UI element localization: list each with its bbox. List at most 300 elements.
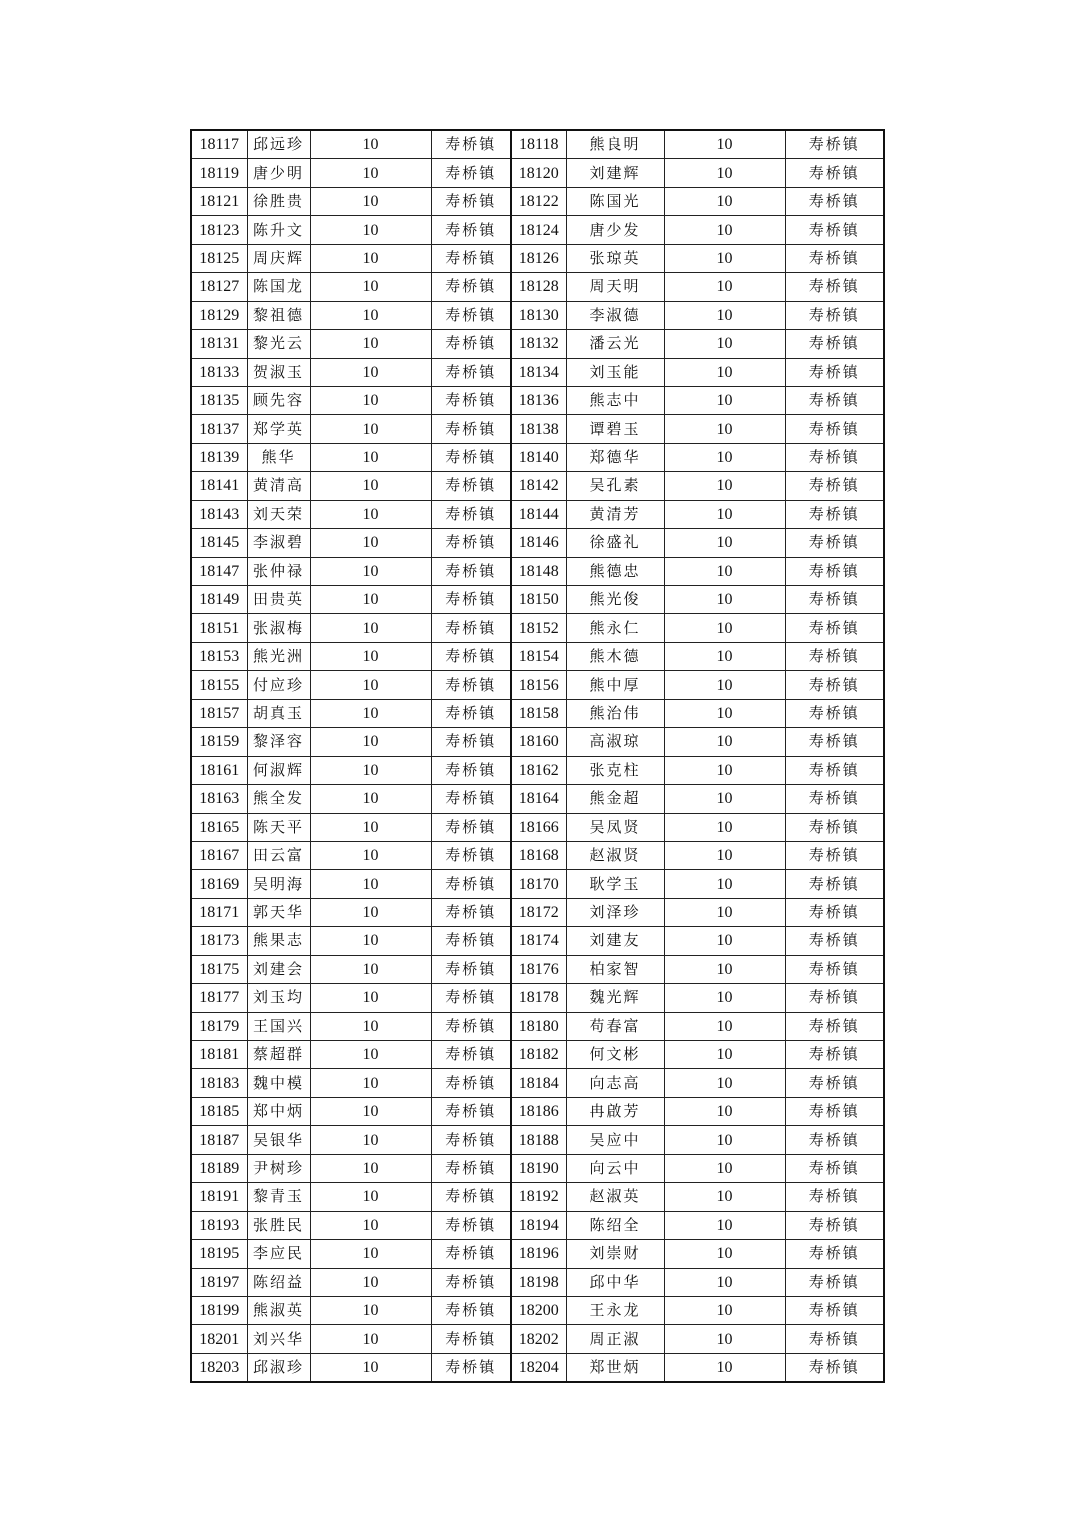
person-name-cell: 张胜民: [247, 1211, 310, 1239]
record-id-cell: 18156: [511, 671, 566, 699]
town-cell: 寿桥镇: [431, 1154, 511, 1182]
record-id-cell: 18153: [191, 642, 247, 670]
amount-cell: 10: [310, 1126, 431, 1154]
record-id-cell: 18186: [511, 1097, 566, 1125]
town-cell: 寿桥镇: [785, 1126, 884, 1154]
town-cell: 寿桥镇: [785, 273, 884, 301]
town-cell: 寿桥镇: [431, 927, 511, 955]
amount-cell: 10: [310, 870, 431, 898]
person-name-cell: 唐少发: [566, 216, 664, 244]
person-name-cell: 尹树珍: [247, 1154, 310, 1182]
table-row: [191, 1041, 884, 1069]
record-id-cell: 18124: [511, 216, 566, 244]
amount-cell: 10: [664, 159, 785, 187]
amount-cell: 10: [310, 1268, 431, 1296]
table-row: [191, 898, 884, 926]
person-name-cell: 刘建辉: [566, 159, 664, 187]
amount-cell: 10: [664, 927, 785, 955]
amount-cell: 10: [664, 813, 785, 841]
person-name-cell: 徐盛礼: [566, 529, 664, 557]
table-row: [191, 756, 884, 784]
amount-cell: 10: [664, 1126, 785, 1154]
amount-cell: 10: [664, 472, 785, 500]
person-name-cell: 高淑琼: [566, 728, 664, 756]
town-cell: 寿桥镇: [785, 813, 884, 841]
town-cell: 寿桥镇: [785, 1211, 884, 1239]
amount-cell: 10: [310, 1353, 431, 1382]
town-cell: 寿桥镇: [785, 557, 884, 585]
person-name-cell: 向志高: [566, 1069, 664, 1097]
town-cell: 寿桥镇: [785, 500, 884, 528]
amount-cell: 10: [664, 1041, 785, 1069]
town-cell: 寿桥镇: [431, 813, 511, 841]
town-cell: 寿桥镇: [431, 159, 511, 187]
person-name-cell: 黎光云: [247, 330, 310, 358]
record-id-cell: 18197: [191, 1268, 247, 1296]
town-cell: 寿桥镇: [431, 273, 511, 301]
amount-cell: 10: [310, 756, 431, 784]
table-row: [191, 1353, 884, 1382]
person-name-cell: 熊金超: [566, 785, 664, 813]
record-id-cell: 18149: [191, 586, 247, 614]
amount-cell: 10: [664, 1353, 785, 1382]
amount-cell: 10: [310, 244, 431, 272]
person-name-cell: 熊全发: [247, 785, 310, 813]
person-name-cell: 吴应中: [566, 1126, 664, 1154]
person-name-cell: 熊光洲: [247, 642, 310, 670]
table-row: [191, 841, 884, 869]
record-id-cell: 18169: [191, 870, 247, 898]
amount-cell: 10: [310, 1325, 431, 1353]
amount-cell: 10: [664, 699, 785, 727]
town-cell: 寿桥镇: [785, 955, 884, 983]
amount-cell: 10: [310, 529, 431, 557]
table-row: [191, 472, 884, 500]
person-name-cell: 刘玉能: [566, 358, 664, 386]
town-cell: 寿桥镇: [431, 586, 511, 614]
table-row: [191, 728, 884, 756]
town-cell: 寿桥镇: [785, 614, 884, 642]
person-name-cell: 熊永仁: [566, 614, 664, 642]
amount-cell: 10: [310, 586, 431, 614]
town-cell: 寿桥镇: [785, 1353, 884, 1382]
town-cell: 寿桥镇: [785, 358, 884, 386]
table-row: [191, 614, 884, 642]
record-id-cell: 18120: [511, 159, 566, 187]
town-cell: 寿桥镇: [431, 841, 511, 869]
person-name-cell: 熊光俊: [566, 586, 664, 614]
table-row: [191, 130, 884, 159]
table-row: [191, 586, 884, 614]
town-cell: 寿桥镇: [785, 1012, 884, 1040]
town-cell: 寿桥镇: [785, 1183, 884, 1211]
table-row: [191, 984, 884, 1012]
town-cell: 寿桥镇: [785, 642, 884, 670]
person-name-cell: 刘天荣: [247, 500, 310, 528]
person-name-cell: 张淑梅: [247, 614, 310, 642]
record-id-cell: 18157: [191, 699, 247, 727]
table-row: [191, 870, 884, 898]
table-row: [191, 1097, 884, 1125]
town-cell: 寿桥镇: [431, 358, 511, 386]
amount-cell: 10: [664, 500, 785, 528]
person-name-cell: 张琼英: [566, 244, 664, 272]
person-name-cell: 潘云光: [566, 330, 664, 358]
town-cell: 寿桥镇: [785, 130, 884, 159]
amount-cell: 10: [664, 557, 785, 585]
person-name-cell: 顾先容: [247, 386, 310, 414]
table-row: [191, 1183, 884, 1211]
record-id-cell: 18152: [511, 614, 566, 642]
record-id-cell: 18134: [511, 358, 566, 386]
record-id-cell: 18171: [191, 898, 247, 926]
table-row: [191, 216, 884, 244]
person-name-cell: 陈天平: [247, 813, 310, 841]
amount-cell: 10: [664, 529, 785, 557]
person-name-cell: 熊中厚: [566, 671, 664, 699]
amount-cell: 10: [664, 586, 785, 614]
record-id-cell: 18183: [191, 1069, 247, 1097]
amount-cell: 10: [310, 130, 431, 159]
table-row: [191, 330, 884, 358]
amount-cell: 10: [310, 557, 431, 585]
amount-cell: 10: [310, 1041, 431, 1069]
record-id-cell: 18187: [191, 1126, 247, 1154]
person-name-cell: 吴银华: [247, 1126, 310, 1154]
amount-cell: 10: [310, 330, 431, 358]
town-cell: 寿桥镇: [431, 614, 511, 642]
amount-cell: 10: [664, 358, 785, 386]
table-row: [191, 1154, 884, 1182]
amount-cell: 10: [664, 1296, 785, 1324]
person-name-cell: 邱远珍: [247, 130, 310, 159]
town-cell: 寿桥镇: [431, 870, 511, 898]
person-name-cell: 赵淑贤: [566, 841, 664, 869]
person-name-cell: 向云中: [566, 1154, 664, 1182]
town-cell: 寿桥镇: [431, 898, 511, 926]
record-id-cell: 18166: [511, 813, 566, 841]
person-name-cell: 刘崇财: [566, 1240, 664, 1268]
table-row: [191, 927, 884, 955]
record-id-cell: 18202: [511, 1325, 566, 1353]
record-id-cell: 18193: [191, 1211, 247, 1239]
person-name-cell: 何淑辉: [247, 756, 310, 784]
amount-cell: 10: [310, 472, 431, 500]
amount-cell: 10: [310, 1240, 431, 1268]
person-name-cell: 魏光辉: [566, 984, 664, 1012]
person-name-cell: 邱淑珍: [247, 1353, 310, 1382]
town-cell: 寿桥镇: [431, 1012, 511, 1040]
record-id-cell: 18161: [191, 756, 247, 784]
person-name-cell: 陈绍全: [566, 1211, 664, 1239]
person-name-cell: 陈绍益: [247, 1268, 310, 1296]
person-name-cell: 张仲禄: [247, 557, 310, 585]
table-row: [191, 358, 884, 386]
amount-cell: 10: [664, 1183, 785, 1211]
town-cell: 寿桥镇: [431, 500, 511, 528]
person-name-cell: 郑学英: [247, 415, 310, 443]
town-cell: 寿桥镇: [431, 386, 511, 414]
table-row: [191, 187, 884, 215]
person-name-cell: 刘泽珍: [566, 898, 664, 926]
town-cell: 寿桥镇: [431, 130, 511, 159]
table-row: [191, 529, 884, 557]
table-row: [191, 244, 884, 272]
town-cell: 寿桥镇: [785, 159, 884, 187]
town-cell: 寿桥镇: [431, 1296, 511, 1324]
town-cell: 寿桥镇: [785, 699, 884, 727]
town-cell: 寿桥镇: [431, 955, 511, 983]
amount-cell: 10: [310, 642, 431, 670]
record-id-cell: 18189: [191, 1154, 247, 1182]
amount-cell: 10: [310, 273, 431, 301]
amount-cell: 10: [310, 301, 431, 329]
record-id-cell: 18174: [511, 927, 566, 955]
record-id-cell: 18150: [511, 586, 566, 614]
amount-cell: 10: [310, 443, 431, 471]
table-row: [191, 813, 884, 841]
amount-cell: 10: [310, 500, 431, 528]
record-id-cell: 18191: [191, 1183, 247, 1211]
amount-cell: 10: [664, 984, 785, 1012]
person-name-cell: 熊德忠: [566, 557, 664, 585]
record-id-cell: 18154: [511, 642, 566, 670]
person-name-cell: 熊木德: [566, 642, 664, 670]
roster-table: [190, 129, 885, 1383]
record-id-cell: 18167: [191, 841, 247, 869]
person-name-cell: 魏中模: [247, 1069, 310, 1097]
person-name-cell: 苟春富: [566, 1012, 664, 1040]
record-id-cell: 18129: [191, 301, 247, 329]
person-name-cell: 王国兴: [247, 1012, 310, 1040]
record-id-cell: 18160: [511, 728, 566, 756]
town-cell: 寿桥镇: [431, 671, 511, 699]
amount-cell: 10: [664, 216, 785, 244]
person-name-cell: 吴明海: [247, 870, 310, 898]
table-row: [191, 301, 884, 329]
town-cell: 寿桥镇: [431, 301, 511, 329]
amount-cell: 10: [310, 955, 431, 983]
record-id-cell: 18192: [511, 1183, 566, 1211]
person-name-cell: 熊治伟: [566, 699, 664, 727]
town-cell: 寿桥镇: [431, 1041, 511, 1069]
town-cell: 寿桥镇: [785, 1268, 884, 1296]
town-cell: 寿桥镇: [431, 216, 511, 244]
amount-cell: 10: [664, 785, 785, 813]
amount-cell: 10: [310, 927, 431, 955]
town-cell: 寿桥镇: [785, 841, 884, 869]
amount-cell: 10: [664, 415, 785, 443]
record-id-cell: 18140: [511, 443, 566, 471]
amount-cell: 10: [310, 813, 431, 841]
record-id-cell: 18158: [511, 699, 566, 727]
amount-cell: 10: [664, 756, 785, 784]
person-name-cell: 周天明: [566, 273, 664, 301]
amount-cell: 10: [310, 216, 431, 244]
amount-cell: 10: [664, 1012, 785, 1040]
town-cell: 寿桥镇: [431, 984, 511, 1012]
amount-cell: 10: [664, 1325, 785, 1353]
town-cell: 寿桥镇: [785, 415, 884, 443]
amount-cell: 10: [310, 415, 431, 443]
record-id-cell: 18168: [511, 841, 566, 869]
amount-cell: 10: [664, 955, 785, 983]
town-cell: 寿桥镇: [785, 586, 884, 614]
record-id-cell: 18126: [511, 244, 566, 272]
town-cell: 寿桥镇: [785, 301, 884, 329]
town-cell: 寿桥镇: [785, 927, 884, 955]
person-name-cell: 刘建友: [566, 927, 664, 955]
person-name-cell: 耿学玉: [566, 870, 664, 898]
amount-cell: 10: [310, 671, 431, 699]
town-cell: 寿桥镇: [431, 557, 511, 585]
town-cell: 寿桥镇: [785, 1240, 884, 1268]
amount-cell: 10: [310, 1012, 431, 1040]
town-cell: 寿桥镇: [431, 1240, 511, 1268]
person-name-cell: 黎祖德: [247, 301, 310, 329]
town-cell: 寿桥镇: [785, 386, 884, 414]
table-row: [191, 1012, 884, 1040]
record-id-cell: 18142: [511, 472, 566, 500]
town-cell: 寿桥镇: [785, 870, 884, 898]
record-id-cell: 18147: [191, 557, 247, 585]
town-cell: 寿桥镇: [431, 415, 511, 443]
record-id-cell: 18135: [191, 386, 247, 414]
record-id-cell: 18159: [191, 728, 247, 756]
town-cell: 寿桥镇: [431, 1097, 511, 1125]
town-cell: 寿桥镇: [785, 1296, 884, 1324]
town-cell: 寿桥镇: [785, 1069, 884, 1097]
record-id-cell: 18139: [191, 443, 247, 471]
record-id-cell: 18145: [191, 529, 247, 557]
amount-cell: 10: [310, 785, 431, 813]
record-id-cell: 18137: [191, 415, 247, 443]
amount-cell: 10: [664, 330, 785, 358]
amount-cell: 10: [664, 614, 785, 642]
person-name-cell: 徐胜贵: [247, 187, 310, 215]
town-cell: 寿桥镇: [785, 728, 884, 756]
record-id-cell: 18148: [511, 557, 566, 585]
record-id-cell: 18119: [191, 159, 247, 187]
amount-cell: 10: [664, 841, 785, 869]
amount-cell: 10: [310, 898, 431, 926]
record-id-cell: 18184: [511, 1069, 566, 1097]
person-name-cell: 谭碧玉: [566, 415, 664, 443]
table-row: [191, 1325, 884, 1353]
amount-cell: 10: [310, 358, 431, 386]
record-id-cell: 18131: [191, 330, 247, 358]
record-id-cell: 18195: [191, 1240, 247, 1268]
town-cell: 寿桥镇: [785, 472, 884, 500]
record-id-cell: 18122: [511, 187, 566, 215]
record-id-cell: 18132: [511, 330, 566, 358]
amount-cell: 10: [310, 1211, 431, 1239]
amount-cell: 10: [310, 699, 431, 727]
person-name-cell: 刘玉均: [247, 984, 310, 1012]
table-row: [191, 699, 884, 727]
record-id-cell: 18194: [511, 1211, 566, 1239]
amount-cell: 10: [310, 1296, 431, 1324]
town-cell: 寿桥镇: [431, 1353, 511, 1382]
record-id-cell: 18146: [511, 529, 566, 557]
amount-cell: 10: [310, 1154, 431, 1182]
record-id-cell: 18201: [191, 1325, 247, 1353]
town-cell: 寿桥镇: [785, 785, 884, 813]
town-cell: 寿桥镇: [785, 756, 884, 784]
record-id-cell: 18127: [191, 273, 247, 301]
person-name-cell: 熊华: [247, 443, 310, 471]
record-id-cell: 18180: [511, 1012, 566, 1040]
person-name-cell: 熊淑英: [247, 1296, 310, 1324]
amount-cell: 10: [310, 386, 431, 414]
record-id-cell: 18196: [511, 1240, 566, 1268]
amount-cell: 10: [664, 1097, 785, 1125]
town-cell: 寿桥镇: [785, 1097, 884, 1125]
record-id-cell: 18170: [511, 870, 566, 898]
record-id-cell: 18178: [511, 984, 566, 1012]
amount-cell: 10: [664, 244, 785, 272]
town-cell: 寿桥镇: [431, 1126, 511, 1154]
table-row: [191, 500, 884, 528]
amount-cell: 10: [664, 671, 785, 699]
table-row: [191, 1126, 884, 1154]
amount-cell: 10: [664, 1069, 785, 1097]
record-id-cell: 18185: [191, 1097, 247, 1125]
amount-cell: 10: [664, 187, 785, 215]
record-id-cell: 18162: [511, 756, 566, 784]
person-name-cell: 郑德华: [566, 443, 664, 471]
town-cell: 寿桥镇: [431, 443, 511, 471]
record-id-cell: 18172: [511, 898, 566, 926]
record-id-cell: 18136: [511, 386, 566, 414]
table-row: [191, 1211, 884, 1239]
town-cell: 寿桥镇: [785, 187, 884, 215]
amount-cell: 10: [664, 642, 785, 670]
town-cell: 寿桥镇: [431, 1268, 511, 1296]
table-row: [191, 785, 884, 813]
town-cell: 寿桥镇: [431, 244, 511, 272]
record-id-cell: 18173: [191, 927, 247, 955]
amount-cell: 10: [664, 443, 785, 471]
town-cell: 寿桥镇: [785, 984, 884, 1012]
amount-cell: 10: [664, 130, 785, 159]
amount-cell: 10: [310, 1097, 431, 1125]
table-row: [191, 1069, 884, 1097]
person-name-cell: 胡真玉: [247, 699, 310, 727]
record-id-cell: 18125: [191, 244, 247, 272]
person-name-cell: 田贵英: [247, 586, 310, 614]
record-id-cell: 18200: [511, 1296, 566, 1324]
table-row: [191, 671, 884, 699]
person-name-cell: 吴凤贤: [566, 813, 664, 841]
record-id-cell: 18176: [511, 955, 566, 983]
person-name-cell: 李应民: [247, 1240, 310, 1268]
record-id-cell: 18130: [511, 301, 566, 329]
record-id-cell: 18204: [511, 1353, 566, 1382]
record-id-cell: 18143: [191, 500, 247, 528]
amount-cell: 10: [664, 273, 785, 301]
person-name-cell: 李淑碧: [247, 529, 310, 557]
amount-cell: 10: [664, 1211, 785, 1239]
person-name-cell: 何文彬: [566, 1041, 664, 1069]
record-id-cell: 18198: [511, 1268, 566, 1296]
person-name-cell: 黎泽容: [247, 728, 310, 756]
person-name-cell: 黎青玉: [247, 1183, 310, 1211]
table-row: [191, 386, 884, 414]
amount-cell: 10: [664, 1154, 785, 1182]
record-id-cell: 18163: [191, 785, 247, 813]
person-name-cell: 熊良明: [566, 130, 664, 159]
